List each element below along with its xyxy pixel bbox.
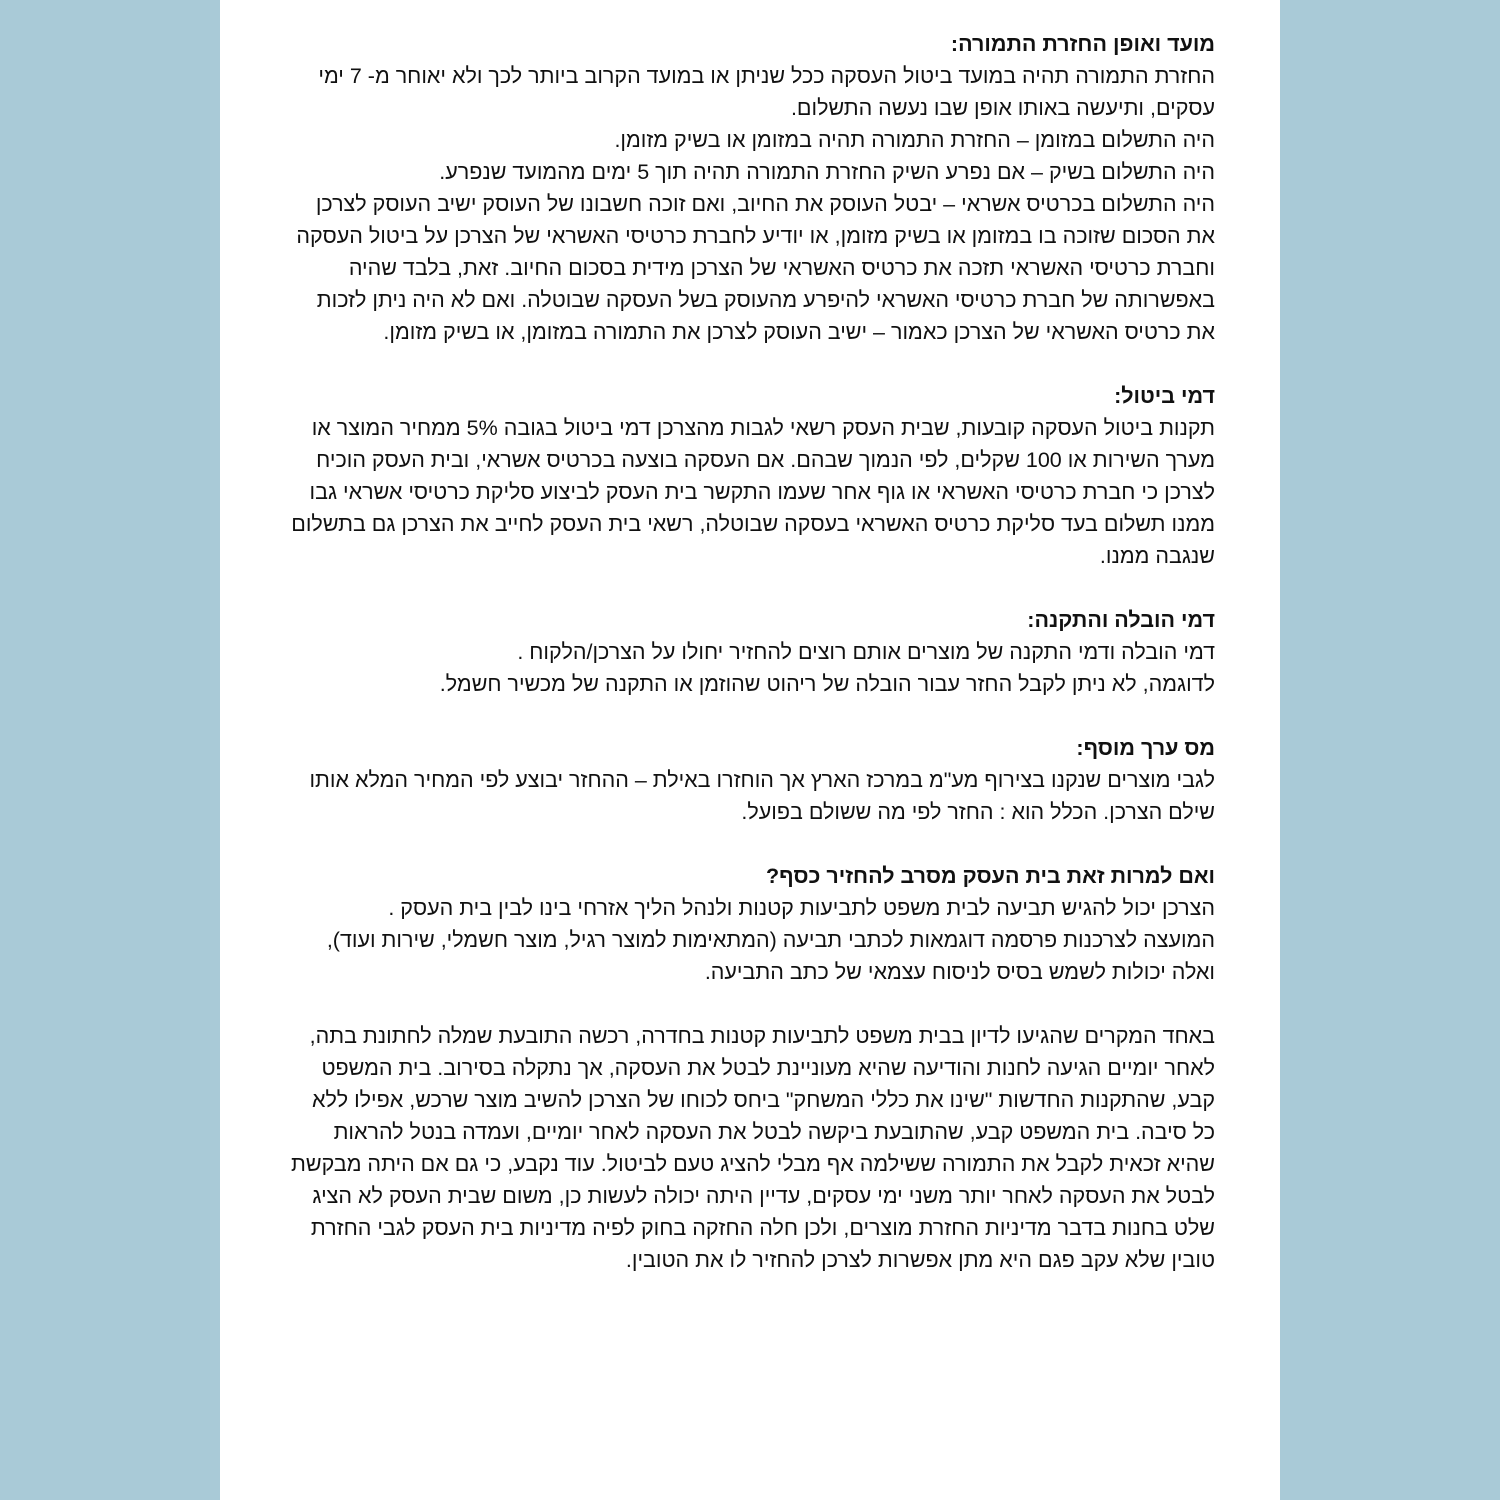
- paragraph: היה התשלום בכרטיס אשראי – יבטל העוסק את החיוב, ואם זוכה חשבונו של העוסק ישיב העוסק לצרכן את הסכום שזוכה בו במזומן או בשיק מזומן, או יודיע לחברת כרטיסי האשראי של הצרכן על ביטול העסקה וחברת כרטיסי האשראי תזכה את כרטיס האשראי של הצרכן מידית בסכום החיוב. זאת, בלבד שהיה באפשרותה של חברת כרטיסי האשראי להיפרע מהעוסק בשל העסקה שבוטלה. ואם לא היה ניתן לזכות את כרטיס האשראי של הצרכן כאמור – ישיב העוסק לצרכן את התמורה במזומן, או בשיק מזומן.: [296, 192, 1215, 344]
- paragraph: דמי הובלה ודמי התקנה של מוצרים אותם רוצים להחזיר יחולו על הצרכן/הלקוח .: [517, 640, 1215, 664]
- section-delivery-installation: [285, 604, 1215, 700]
- section-heading: דמי ביטול:: [1114, 384, 1215, 408]
- section-refund-timing: [285, 28, 1215, 348]
- section-heading: ואם למרות זאת בית העסק מסרב להחזיר כסף?: [766, 864, 1215, 888]
- paragraph: המועצה לצרכנות פרסמה דוגמאות לכתבי תביעה (המתאימות למוצר רגיל, מוצר חשמלי, שירות ועוד), ואלה יכולות לשמש בסיס לניסוח עצמאי של כתב התביעה.: [326, 928, 1215, 984]
- paragraph: לגבי מוצרים שנקנו בצירוף מע"מ במרכז הארץ אך הוחזרו באילת – ההחזר יבוצע לפי המחיר המלא אותו שילם הצרכן. הכלל הוא : החזר לפי מה ששולם בפועל.: [309, 768, 1215, 824]
- section-cancellation-fee: [285, 380, 1215, 572]
- paragraph: היה התשלום במזומן – החזרת התמורה תהיה במזומן או בשיק מזומן.: [614, 128, 1215, 152]
- paragraph: היה התשלום בשיק – אם נפרע השיק החזרת התמורה תהיה תוך 5 ימים מהמועד שנפרע.: [439, 160, 1215, 184]
- paragraph: החזרת התמורה תהיה במועד ביטול העסקה ככל שניתן או במועד הקרוב ביותר לכך ולא יאוחר מ- 7 ימי עסקים, ותיעשה באותו אופן שבו נעשה התשלום.: [318, 64, 1215, 120]
- document-body: [285, 28, 1215, 1276]
- section-vat: [285, 732, 1215, 828]
- paragraph: הצרכן יכול להגיש תביעה לבית משפט לתביעות קטנות ולנהל הליך אזרחי בינו לבין בית העסק .: [388, 896, 1215, 920]
- paragraph: תקנות ביטול העסקה קובעות, שבית העסק רשאי לגבות מהצרכן דמי ביטול בגובה 5% ממחיר המוצר או מערך השירות או 100 שקלים, לפי הנמוך שבהם. אם העסקה בוצעה בכרטיס אשראי, ובית העסק הוכיח לצרכן כי חברת כרטיסי האשראי או גוף אחר שעמו התקשר בית העסק לביצוע סליקת כרטיסי אשראי גבו ממנו תשלום בעד סליקת כרטיס האשראי בעסקה שבוטלה, רשאי בית העסק לחייב את הצרכן גם בתשלום שנגבה ממנו.: [291, 416, 1215, 568]
- section-refusal: [285, 860, 1215, 988]
- section-heading: מועד ואופן החזרת התמורה:: [950, 32, 1215, 56]
- document-page: [220, 0, 1280, 1500]
- paragraph: לדוגמה, לא ניתן לקבל החזר עבור הובלה של ריהוט שהוזמן או התקנה של מכשיר חשמל.: [439, 672, 1215, 696]
- section-case-example: [285, 1020, 1215, 1276]
- section-heading: דמי הובלה והתקנה:: [1027, 608, 1215, 632]
- section-heading: מס ערך מוסף:: [1076, 736, 1215, 760]
- paragraph: באחד המקרים שהגיעו לדיון בבית משפט לתביעות קטנות בחדרה, רכשה התובעת שמלה לחתונת בתה, לאחר יומיים הגיעה לחנות והודיעה שהיא מעוניינת לבטל את העסקה, אך נתקלה בסירוב. בית המשפט קבע, שהתקנות החדשות "שינו את כללי המשחק" ביחס לכוחו של הצרכן להשיב מוצר שרכש, אפילו ללא כל סיבה. בית המשפט קבע, שהתובעת ביקשה לבטל את העסקה לאחר יומיים, ועמדה בנטל להראות שהיא זכאית לקבל את התמורה ששילמה אף מבלי להציג טעם לביטול. עוד נקבע, כי גם אם היתה מבקשת לבטל את העסקה לאחר יותר משני ימי עסקים, עדיין היתה יכולה לעשות כן, משום שבית העסק לא הציג שלט בחנות בדבר מדיניות החזרת מוצרים, ולכן חלה החזקה בחוק לפיה מדיניות בית העסק לגבי החזרת טובין שלא עקב פגם היא מתן אפשרות לצרכן להחזיר לו את הטובין.: [291, 1024, 1215, 1272]
